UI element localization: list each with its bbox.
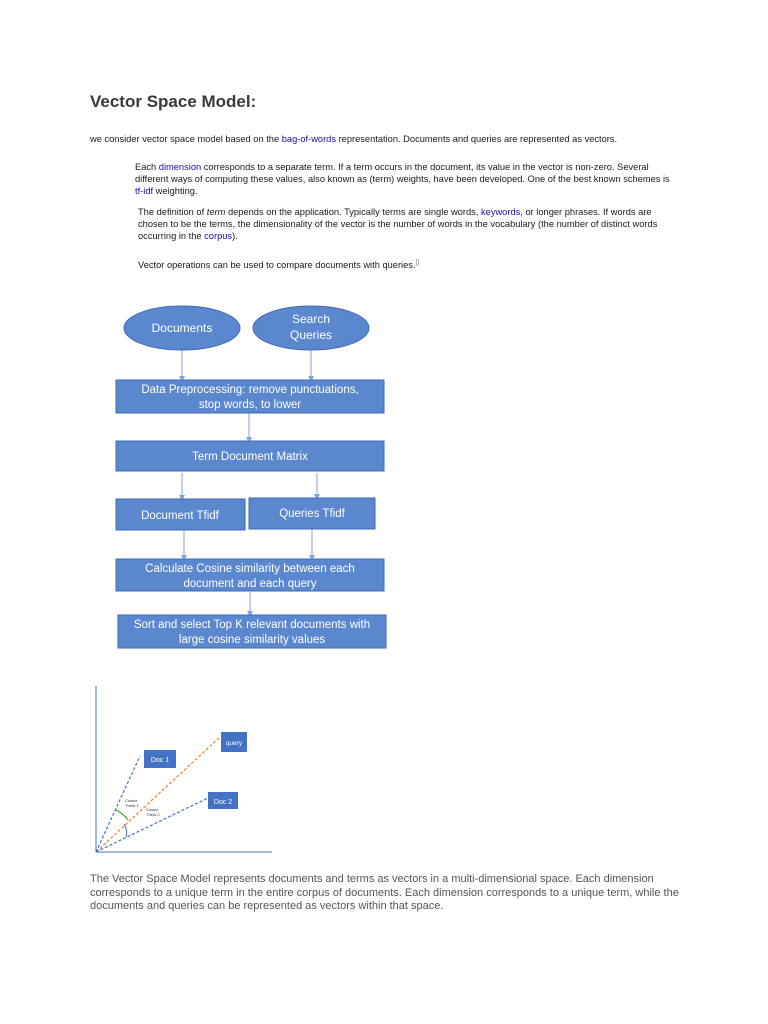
theta2-label-a: Cosine <box>146 807 159 812</box>
page-title: Vector Space Model: <box>90 92 257 111</box>
text: weighting. <box>153 186 198 197</box>
intro-text: we consider vector space model based on the <box>90 134 282 144</box>
theta2-label-b: Theta 2 <box>146 812 160 817</box>
intro-paragraph <box>90 133 730 145</box>
keywords-link[interactable]: keywords <box>481 207 521 217</box>
topk-label-1: Sort and select Top K relevant documents with <box>133 619 371 631</box>
doc2-label: Doc 2 <box>213 799 233 806</box>
theta1-label-a: Cosine <box>125 798 138 803</box>
theta2-arc <box>124 824 127 837</box>
text: Vector operations can be used to compare documents with queries. <box>138 260 416 271</box>
topk-node <box>118 615 386 648</box>
corpus-link[interactable]: corpus <box>204 231 233 242</box>
term-matrix-label: Term Document Matrix <box>192 451 308 463</box>
doc2-node <box>208 792 238 809</box>
tf-idf-link[interactable]: tf-idf <box>135 186 154 197</box>
search-label: Search <box>291 312 331 326</box>
cosine-label-1: Calculate Cosine similarity between each <box>145 563 355 575</box>
doc-tfidf-label: Document Tfidf <box>141 510 219 522</box>
queries-label: Queries <box>289 328 333 342</box>
citation-open: [ <box>415 260 418 266</box>
doc1-node <box>144 750 176 768</box>
search-queries-node <box>253 306 369 350</box>
text: depends on the application. Typically terms are single words, <box>225 207 481 217</box>
theta1-arc <box>116 810 128 820</box>
term-definition-paragraph <box>138 206 683 243</box>
text: Each <box>135 162 159 172</box>
preprocess-node <box>116 380 384 413</box>
preprocess-label-1: Data Preprocessing: remove punctuations, <box>141 384 359 396</box>
doc-tfidf-node <box>116 499 245 530</box>
documents-label: Documents <box>151 321 213 335</box>
query-label: query <box>225 740 243 747</box>
cosine-node <box>116 559 384 591</box>
summary-paragraph: The Vector Space Model represents documents and terms as vectors in a multi-dimensional space. Each dimension corresponds to a unique term in the entire corpus of documents. Each dimension corresponds to a unique term, while the documents and queries can be represented as vectors within that space. <box>90 873 679 912</box>
flowchart-diagram <box>112 298 392 654</box>
text: The definition of <box>138 207 207 217</box>
bag-of-words-link[interactable]: bag-of-words <box>281 134 336 144</box>
topk-label-2: large cosine similarity values <box>178 634 326 646</box>
text: ). <box>232 231 238 242</box>
documents-node <box>124 306 240 350</box>
vector-operations-paragraph <box>138 257 678 271</box>
theta1-label-b: Theta 1 <box>125 803 139 808</box>
dimension-link[interactable]: dimension <box>158 162 202 172</box>
citation-close: ] <box>417 260 419 266</box>
query-tfidf-node <box>249 498 375 529</box>
doc1-label: Doc 1 <box>150 757 170 764</box>
citation-marker[interactable] <box>416 260 419 266</box>
text: corresponds to a separate term. If a term occurs in the document, its value in the vector is non-zero. Several different ways of computing these values, also known as (term) weights, have been developed. One of the best known schemes is <box>135 162 670 185</box>
cosine-label-2: document and each query <box>183 578 317 590</box>
intro-text-end: representation. Documents and queries are represented as vectors. <box>336 134 618 144</box>
preprocess-label-2: stop words, to lower <box>198 399 302 411</box>
query-tfidf-label: Queries Tfidf <box>279 508 345 520</box>
dimension-paragraph <box>135 161 675 198</box>
vector-space-diagram <box>88 682 278 857</box>
term-emphasis: term <box>206 207 226 217</box>
query-node <box>221 732 247 752</box>
text: , or longer phrases. If words are chosen to be the terms, the dimensionality of the vector is the number of words in the vocabulary (the number of distinct words occurring in the <box>138 207 658 242</box>
term-matrix-node <box>116 441 384 471</box>
